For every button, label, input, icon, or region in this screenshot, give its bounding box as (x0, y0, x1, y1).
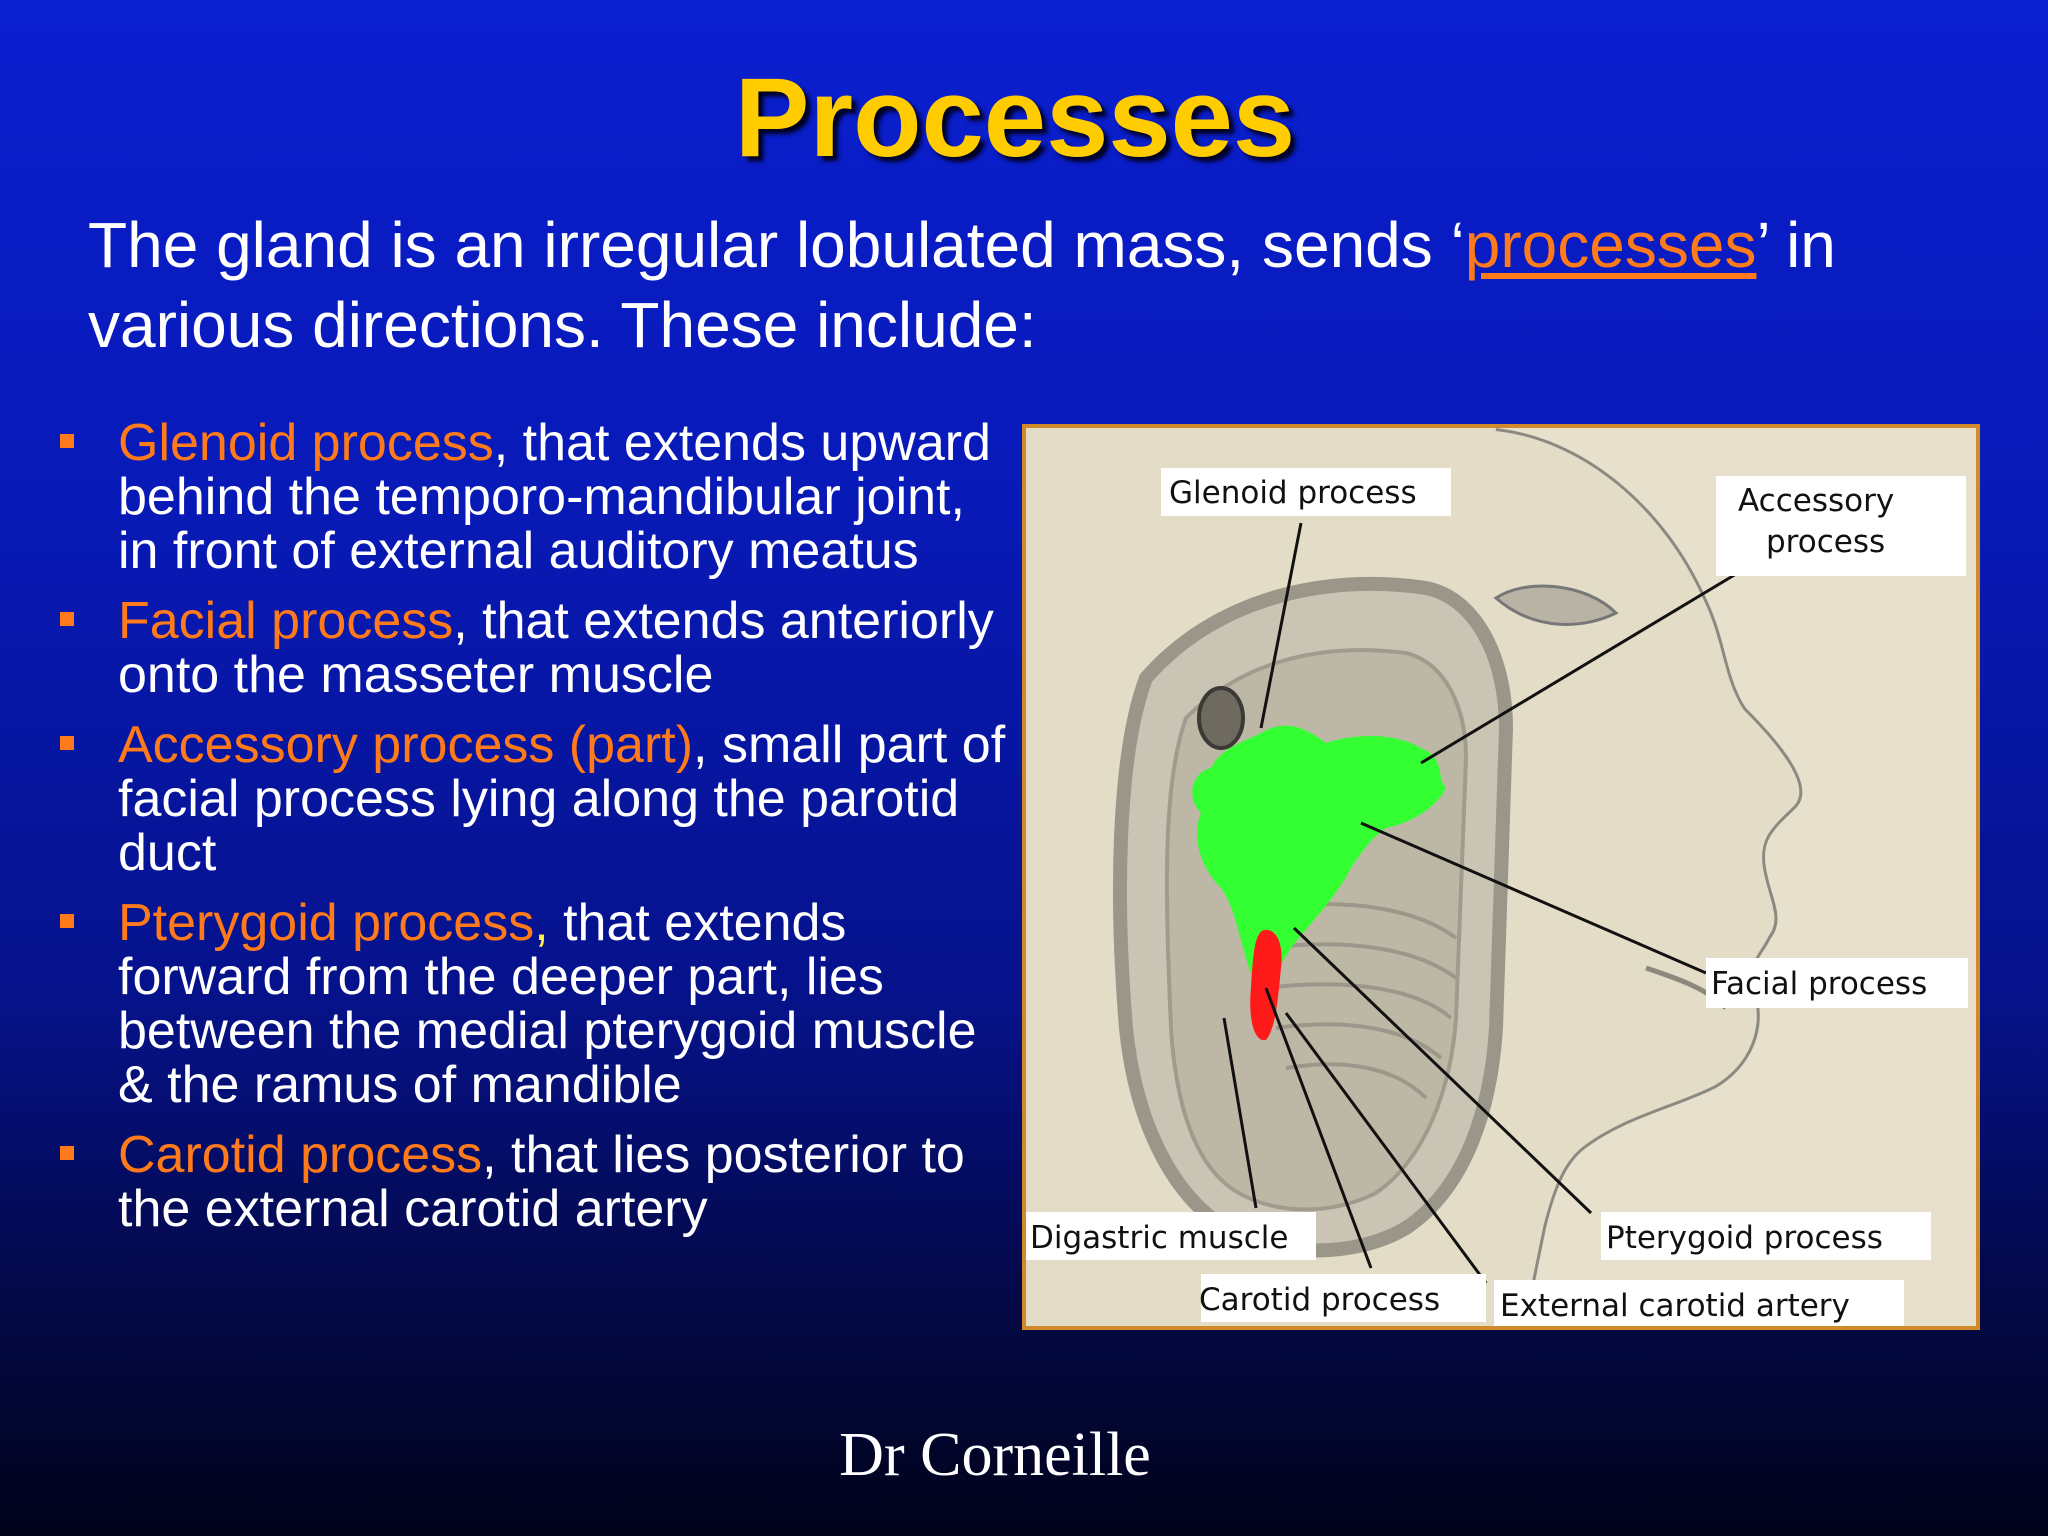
eye-shape (1496, 586, 1616, 624)
intro-text-end: ’ in various directions. These include: (88, 209, 1836, 361)
bullet-square-icon (60, 1146, 74, 1160)
intro-highlight-processes: processes (1464, 209, 1757, 281)
bullet-glenoid-process (56, 416, 1006, 578)
label-accessory-line2: process (1766, 524, 1886, 560)
bullet-description: that extends forward from the deeper part, lies between the medial pterygoid muscle & the ramus of mandible (118, 894, 977, 1114)
bullet-square-icon (60, 612, 74, 626)
process-bullet-list (56, 416, 1006, 1252)
bullet-separator: , (493, 414, 509, 472)
bullet-facial-process (56, 594, 1006, 702)
label-glenoid-process: Glenoid process (1169, 475, 1417, 511)
bullet-term: Carotid process (118, 1126, 483, 1184)
bullet-term: Facial process (118, 592, 454, 650)
slide-title: Processes (734, 55, 1296, 180)
parotid-anatomy-figure (1022, 424, 1980, 1330)
bullet-carotid-process (56, 1128, 1006, 1236)
anatomy-illustration (1026, 428, 1976, 1326)
label-digastric-muscle: Digastric muscle (1030, 1220, 1289, 1256)
intro-text-start: The gland is an irregular lobulated mass, sends ‘ (88, 209, 1465, 281)
bullet-description: that extends upward behind the temporo-mandibular joint, in front of external auditory meatus (118, 414, 991, 580)
bullet-square-icon (60, 914, 74, 928)
author-credit: Dr Corneille (839, 1421, 1151, 1489)
bullet-term: Glenoid process (118, 414, 494, 472)
bullet-accessory-process (56, 718, 1006, 880)
label-pterygoid-process: Pterygoid process (1606, 1220, 1883, 1256)
label-external-carotid-artery: External carotid artery (1500, 1288, 1850, 1324)
intro-paragraph (88, 205, 1988, 365)
label-accessory-line1: Accessory (1738, 483, 1895, 519)
bullet-square-icon (60, 736, 74, 750)
bullet-separator: , (534, 894, 549, 952)
bullet-term: Pterygoid process (118, 894, 535, 952)
bullet-separator: , (693, 716, 708, 774)
bullet-square-icon (60, 434, 74, 448)
label-facial-process: Facial process (1711, 966, 1928, 1002)
bullet-separator: , (453, 592, 468, 650)
label-carotid-process: Carotid process (1199, 1282, 1441, 1318)
bullet-description: that lies posterior to the external carotid artery (118, 1126, 965, 1238)
bullet-pterygoid-process (56, 896, 1006, 1112)
bullet-term: Accessory process (part) (118, 716, 694, 774)
bullet-separator: , (482, 1126, 497, 1184)
bullet-description: that extends anteriorly onto the masseter muscle (118, 592, 994, 704)
ear-canal (1199, 688, 1243, 748)
bullet-description: small part of facial process lying along the parotid duct (118, 716, 1006, 882)
